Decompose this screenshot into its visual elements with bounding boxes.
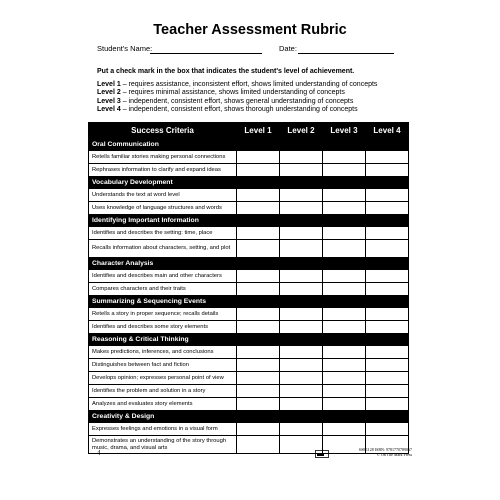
level-3-checkbox[interactable] [323,398,366,411]
level-3-checkbox[interactable] [323,270,366,283]
level-4-checkbox[interactable] [366,240,409,258]
level-2-checkbox[interactable] [280,359,323,372]
date-field[interactable] [298,44,394,54]
level-3-checkbox[interactable] [323,423,366,436]
category-title: Summarizing & Sequencing Events [89,296,409,308]
level-1-checkbox[interactable] [237,202,280,215]
instructions [97,68,417,115]
level-1-checkbox[interactable] [237,283,280,296]
category-row [89,258,409,270]
level-label: Level 1 [97,80,121,88]
level-label: Level 2 [97,89,121,97]
category-title: Oral Communication [89,139,409,151]
criterion-label: Expresses feelings and emotions in a visual form [89,423,237,436]
category-title: Creativity & Design [89,411,409,423]
assessment-rubric-table [88,122,409,454]
criterion-row [89,308,409,321]
level-text: – independent, consistent effort, shows general understanding of concepts [120,97,354,105]
level-2-checkbox[interactable] [280,202,323,215]
header-success-criteria: Success Criteria [89,123,237,139]
criterion-row [89,164,409,177]
level-3-checkbox[interactable] [323,189,366,202]
level-1-checkbox[interactable] [237,189,280,202]
level-1-checkbox[interactable] [237,372,280,385]
level-description [97,89,417,98]
level-2-checkbox[interactable] [280,346,323,359]
level-2-checkbox[interactable] [280,164,323,177]
level-1-checkbox[interactable] [237,164,280,177]
criterion-label: Compares characters and their traits [89,283,237,296]
category-row [89,411,409,423]
level-2-checkbox[interactable] [280,270,323,283]
level-3-checkbox[interactable] [323,308,366,321]
level-3-checkbox[interactable] [323,346,366,359]
criterion-label: Distinguishes between fact and fiction [89,359,237,372]
criterion-label: Retells familiar stories making personal connections [89,151,237,164]
category-title: Reasoning & Critical Thinking [89,334,409,346]
level-2-checkbox[interactable] [280,385,323,398]
level-4-checkbox[interactable] [366,189,409,202]
instructions-lead: Put a check mark in the box that indicates the student's level of achievement. [97,68,355,75]
criterion-label: Uses knowledge of language structures and words [89,202,237,215]
level-4-checkbox[interactable] [366,346,409,359]
level-2-checkbox[interactable] [280,423,323,436]
level-3-checkbox[interactable] [323,227,366,240]
level-label: Level 4 [97,106,121,114]
category-title: Identifying Important Information [89,215,409,227]
category-row [89,177,409,189]
level-text: – independent, consistent effort, shows thorough understanding of concepts [120,106,358,114]
criterion-row [89,283,409,296]
level-1-checkbox[interactable] [237,385,280,398]
level-4-checkbox[interactable] [366,202,409,215]
student-name-field[interactable] [150,44,262,54]
level-4-checkbox[interactable] [366,423,409,436]
header-level-3: Level 3 [323,123,366,139]
rubric-body [89,139,409,454]
criterion-row [89,240,409,258]
header-level-1: Level 1 [237,123,280,139]
criterion-row [89,151,409,164]
category-title: Character Analysis [89,258,409,270]
category-row [89,215,409,227]
criterion-label: Develops opinion; expresses personal point of view [89,372,237,385]
level-1-checkbox[interactable] [237,240,280,258]
criterion-row [89,385,409,398]
level-label: Level 3 [97,97,121,105]
level-1-checkbox[interactable] [237,151,280,164]
criterion-row [89,359,409,372]
imprint-line-1: SSR1128 ISBN: 9781770789067 [358,447,412,452]
level-4-checkbox[interactable] [366,227,409,240]
date-label: Date: [279,44,297,53]
criterion-row [89,321,409,334]
level-1-checkbox[interactable] [237,321,280,334]
level-1-checkbox[interactable] [237,436,280,454]
level-3-checkbox[interactable] [323,151,366,164]
level-4-checkbox[interactable] [366,151,409,164]
level-3-checkbox[interactable] [323,283,366,296]
level-1-checkbox[interactable] [237,359,280,372]
criterion-row [89,423,409,436]
level-3-checkbox[interactable] [323,385,366,398]
level-text: – requires minimal assistance, shows limited understanding of concepts [120,89,345,97]
level-3-checkbox[interactable] [323,164,366,177]
publisher-logo-icon [315,450,329,458]
criterion-label: Retells a story in proper sequence; recalls details [89,308,237,321]
level-4-checkbox[interactable] [366,283,409,296]
header-level-4: Level 4 [366,123,409,139]
level-2-checkbox[interactable] [280,398,323,411]
criterion-label: Recalls information about characters, setting, and plot [89,240,237,258]
level-1-checkbox[interactable] [237,398,280,411]
category-row [89,139,409,151]
imprint-line-2: © On The Mark Press [376,452,412,457]
student-name-label: Student's Name: [97,44,153,53]
criterion-row [89,202,409,215]
criterion-row [89,372,409,385]
criterion-label: Makes predictions, inferences, and conclusions [89,346,237,359]
table-header-row [89,123,409,139]
level-2-checkbox[interactable] [280,283,323,296]
level-2-checkbox[interactable] [280,321,323,334]
header-level-2: Level 2 [280,123,323,139]
category-title: Vocabulary Development [89,177,409,189]
level-4-checkbox[interactable] [366,164,409,177]
level-description [97,106,417,115]
criterion-row [89,227,409,240]
category-row [89,334,409,346]
level-2-checkbox[interactable] [280,189,323,202]
level-text: – requires assistance, inconsistent effort, shows limited understanding of concepts [120,80,378,88]
level-3-checkbox[interactable] [323,240,366,258]
level-2-checkbox[interactable] [280,227,323,240]
level-description [97,98,417,107]
level-4-checkbox[interactable] [366,270,409,283]
criterion-label: Identifies and describes the setting: time, place [89,227,237,240]
criterion-row [89,346,409,359]
criterion-label: Analyzes and evaluates story elements [89,398,237,411]
level-1-checkbox[interactable] [237,423,280,436]
criterion-row [89,398,409,411]
level-4-checkbox[interactable] [366,321,409,334]
criterion-row [89,270,409,283]
level-4-checkbox[interactable] [366,372,409,385]
criterion-row [89,189,409,202]
level-description [97,81,417,90]
criterion-label: Identifies and describes some story elements [89,321,237,334]
level-1-checkbox[interactable] [237,308,280,321]
level-4-checkbox[interactable] [366,398,409,411]
imprint [338,447,412,457]
level-3-checkbox[interactable] [323,372,366,385]
level-2-checkbox[interactable] [280,240,323,258]
level-descriptions [97,81,417,115]
level-1-checkbox[interactable] [237,270,280,283]
level-3-checkbox[interactable] [323,359,366,372]
category-row [89,296,409,308]
criterion-label: Demonstrates an understanding of the story through music, drama, and visual arts [89,436,237,454]
level-2-checkbox[interactable] [280,372,323,385]
level-3-checkbox[interactable] [323,321,366,334]
page-number: 4 [97,449,101,457]
page-title: Teacher Assessment Rubric [153,22,347,38]
level-1-checkbox[interactable] [237,346,280,359]
criterion-label: Identifies the problem and solution in a story [89,385,237,398]
level-2-checkbox[interactable] [280,151,323,164]
level-2-checkbox[interactable] [280,308,323,321]
criterion-label: Understands the text at word level [89,189,237,202]
criterion-label: Rephrases information to clarify and expand ideas [89,164,237,177]
level-4-checkbox[interactable] [366,359,409,372]
level-4-checkbox[interactable] [366,308,409,321]
level-3-checkbox[interactable] [323,202,366,215]
level-4-checkbox[interactable] [366,385,409,398]
criterion-label: Identifies and describes main and other characters [89,270,237,283]
level-1-checkbox[interactable] [237,227,280,240]
